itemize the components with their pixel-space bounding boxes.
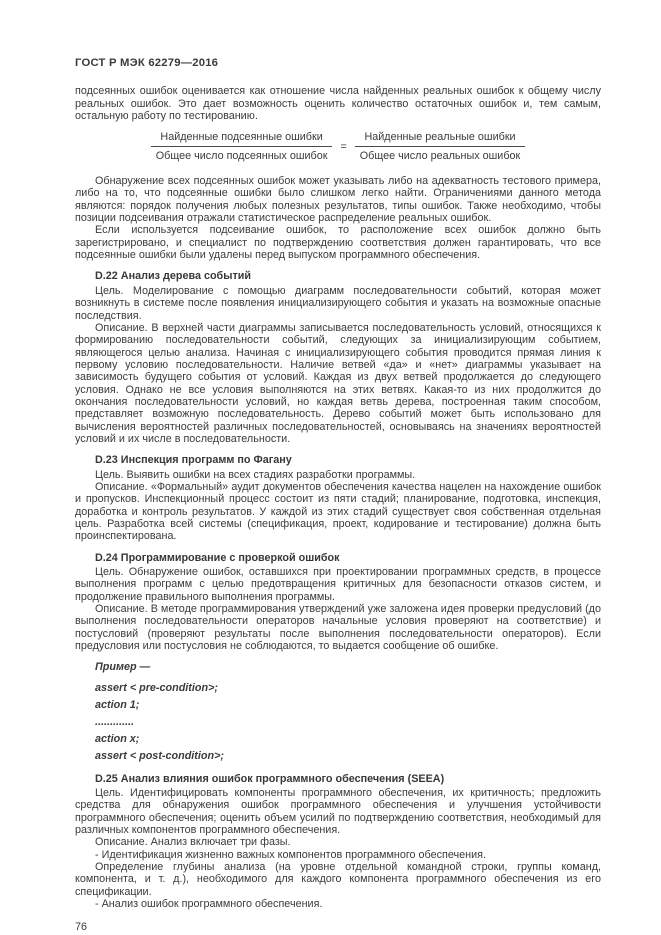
section-title-d23: D.23 Инспекция программ по Фагану (95, 454, 292, 467)
section-d25-phase-item: - Идентификация жизненно важных компонентов программного обеспечения. (95, 848, 486, 861)
page-number: 76 (75, 921, 88, 934)
section-title-d25: D.25 Анализ влияния ошибок программного обеспечения (SEEA) (95, 772, 445, 785)
section-title-d22: D.22 Анализ дерева событий (95, 270, 252, 283)
section-d25-description-intro: Описание. Анализ включает три фазы. (95, 836, 291, 849)
fraction-right-denominator: Общее число реальных ошибок (359, 149, 521, 162)
fraction-right-numerator: Найденные реальные ошибки (355, 131, 526, 146)
section-d25-phase-depth: Определение глубины анализа (на уровне отдельной командной строки, группы команд, компонента, и т. д.), необходимого для каждого компонента программного обеспечения из его спецификации. (75, 861, 601, 898)
section-d25-phase-item: - Анализ ошибок программного обеспечения. (95, 898, 323, 911)
example-code-line: action x; (95, 733, 140, 746)
example-code-line: assert < pre-condition>; (95, 681, 218, 694)
equals-sign: = (340, 140, 347, 153)
paragraph-seeding: Если используется подсеивание ошибок, то расположение всех ошибок должно быть зарегистрировано, и специалист по подтверждению соответствия должен гарантировать, что все подсеянные ошибки были удалены перед выпуском программного обеспечения. (75, 224, 601, 262)
example-label: Пример — (95, 661, 151, 674)
example-code-line: assert < post-condition>; (95, 750, 224, 763)
document-header-title: ГОСТ Р МЭК 62279—2016 (75, 57, 219, 69)
section-d22-description: Описание. В верхней части диаграммы записывается последовательность условий, относящихся к формированию последовательности событий, следующих за инициализирующим событием, являющегося целью анализа. Начиная с инициализирующего события проводится прямая линия к первому условию последовательности. Наличие ветвей «да» и «нет» диаграммы указывает на зависимость будущего события от условий. Каждая из двух ветвей продолжается до следующего условия. Однако не все условия выполняются на этих ветвях. Какая-то из них продолжится до окончания последовательности условий, но каждая ветвь дерева, построенная таким способом, представляет возможную последовательность. Дерево событий может быть использовано для вычисления вероятностей различных последовательностей, основываясь на значениях вероятностей условий и их числе в последовательности. (75, 321, 601, 445)
section-d23-description: Описание. «Формальный» аудит документов обеспечения качества нацелен на нахождение ошибок и пропусков. Инспекционный процесс состоит из пяти стадий; планирование, подготовка, инспекция, доработка и контроль результатов. У каждой из этих стадий существует своя собственная отдельная цель. Разработка всей системы (спецификация, проект, кодирование и тестирование) должна быть проинспектирована. (75, 480, 601, 543)
error-seeding-formula (75, 131, 601, 162)
paragraph-detection: Обнаружение всех подсеянных ошибок может указывать либо на адекватность тестового примера, либо на то, что подсеянные ошибки было слишком легко найти. Ограничениями данного метода являются: порядок получения любых полезных результатов, типы ошибок. Также необходимо, чтобы позиции подсеивания отражали статистическое распределение реальных ошибок. (75, 175, 601, 225)
fraction-left (151, 131, 333, 162)
section-d24-description: Описание. В методе программирования утверждений уже заложена идея проверки предусловий (до выполнения последовательности операторов начальные условия проверяют на соответствие) и постусловий (проверяют результаты после выполнения последовательности операторов). Если предусловия или постусловия не соблюдаются, то выдается сообщение об ошибке. (75, 603, 601, 653)
fraction-left-numerator: Найденные подсеянные ошибки (151, 131, 333, 146)
example-code-line: action 1; (95, 698, 140, 711)
intro-continuation-paragraph: подсеянных ошибок оценивается как отношение числа найденных реальных ошибок к общему числу реальных ошибок. Это дает возможность оценить количество остаточных ошибок и, тем самым, остальную работу по тестированию. (75, 85, 601, 123)
example-code-line: ............. (95, 716, 134, 729)
section-d25-goal: Цель. Идентифицировать компоненты программного обеспечения, их критичность; предложить средства для обнаружения ошибок программного обеспечения и улучшения устойчивости программного обеспечения; оценить объем усилий по подтверждению соответствия, необходимый для различных компонентов программного обеспечения. (75, 787, 601, 837)
section-d23-goal: Цель. Выявить ошибки на всех стадиях разработки программы. (95, 468, 416, 481)
fraction-right (355, 131, 526, 162)
section-d22-goal: Цель. Моделирование с помощью диаграмм последовательности событий, которая может возникнуть в системе после появления инициализирующего события и указать на возможные опасные последствия. (75, 284, 601, 322)
section-title-d24: D.24 Программирование с проверкой ошибок (95, 551, 340, 564)
code-example-block (95, 661, 601, 762)
section-d24-goal: Цель. Обнаружение ошибок, оставшихся при проектировании программных средств, в процессе выполнения программ с целью предотвращения критичных для безопасности отказов систем, и продолжение правильного выполнения программы. (75, 566, 601, 603)
fraction-left-denominator: Общее число подсеянных ошибок (155, 149, 328, 162)
